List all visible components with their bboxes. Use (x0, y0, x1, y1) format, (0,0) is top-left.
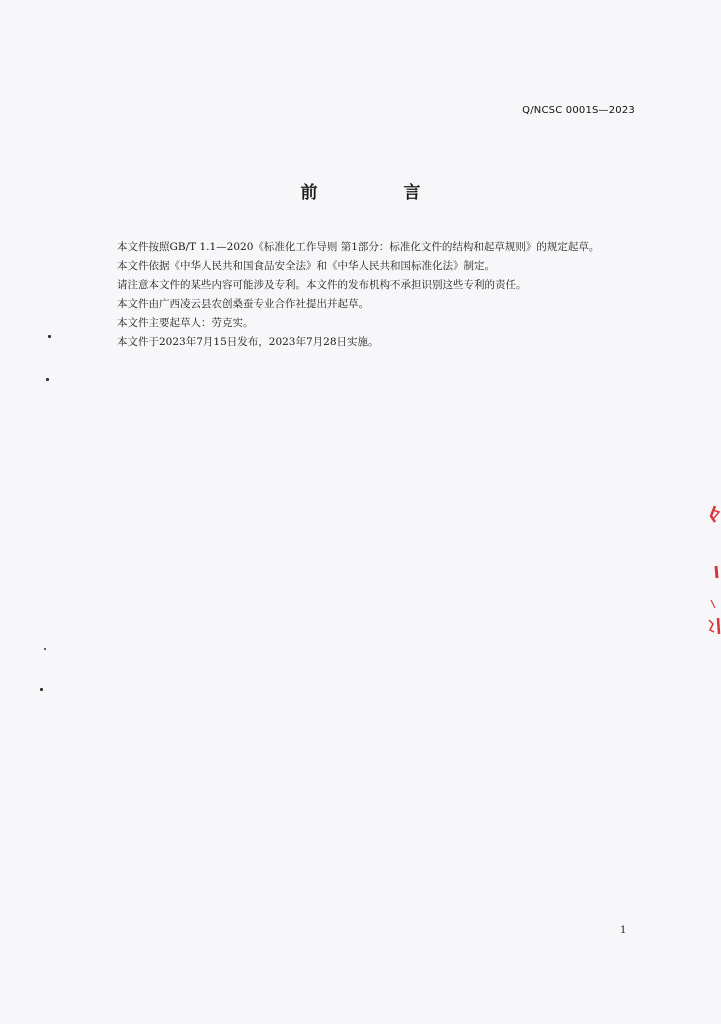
scan-speck (48, 335, 51, 338)
seal-stamp-icon (701, 500, 721, 650)
paragraph-dates: 本文件于2023年7月15日发布，2023年7月28日实施。 (117, 336, 379, 348)
paragraph-drafter: 本文件主要起草人：劳克实。 (117, 317, 254, 329)
paragraph-drafting-rules: 本文件按照GB/T 1.1—2020《标准化工作导则 第1部分：标准化文件的结构和起草规则》的规定起草。 (117, 241, 600, 253)
scan-speck (40, 688, 43, 691)
paragraph-patent-notice: 请注意本文件的某些内容可能涉及专利。本文件的发布机构不承担识别这些专利的责任。 (117, 279, 527, 291)
page-title: 前 言 (300, 183, 461, 203)
scan-speck (46, 378, 49, 381)
scan-speck (44, 648, 46, 650)
standard-code: Q/NCSC 0001S—2023 (522, 105, 635, 116)
foreword-body (85, 238, 637, 352)
page-number: 1 (620, 925, 627, 936)
paragraph-proposer: 本文件由广西凌云县农创桑蚕专业合作社提出并起草。 (117, 298, 369, 310)
paragraph-legal-basis: 本文件依据《中华人民共和国食品安全法》和《中华人民共和国标准化法》制定。 (117, 260, 495, 272)
